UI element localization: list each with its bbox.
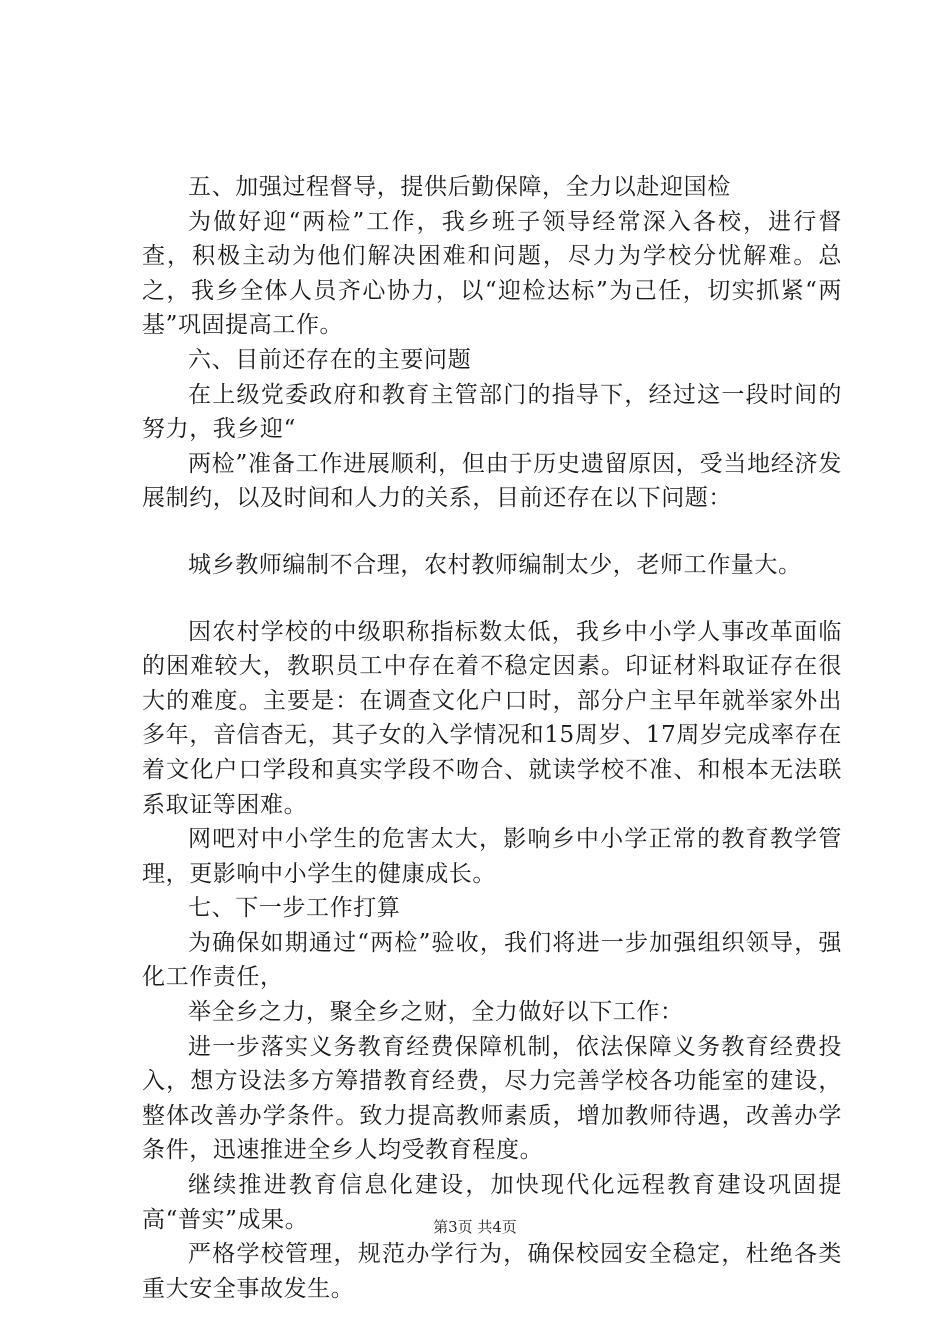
section-heading-7: 七、下一步工作打算 [188, 895, 401, 922]
paragraph: 进一步落实义务教育经费保障机制，依法保障义务教育经费投入，想方设法多方筹措教育经费，尽力完善学校各功能室的建设，整体改善办学条件。致力提高教师素质，增加教师待遇，改善办学条件，迅速推进全乡人均受教育程度。 [142, 1033, 842, 1164]
document-body [142, 170, 842, 1306]
paragraph: 在上级党委政府和教育主管部门的指导下，经过这一段时间的努力，我乡迎“ [142, 381, 842, 443]
paragraph: 为确保如期通过“两检”验收，我们将进一步加强组织领导，强化工作责任， [142, 929, 842, 991]
section-heading-6: 六、目前还存在的主要问题 [188, 346, 472, 373]
paragraph: 严格学校管理，规范办学行为，确保校园安全稳定，杜绝各类重大安全事故发生。 [142, 1241, 842, 1302]
paragraph: 为做好迎“两检”工作，我乡班子领导经常深入各校，进行督查，积极主动为他们解决困难和问题，尽力为学校分忧解难。总之，我乡全体人员齐心协力，以“迎检达标”为己任，切实抓紧“两基”巩固提高工作。 [142, 208, 842, 339]
paragraph: 举全乡之力，聚全乡之财，全力做好以下工作： [188, 999, 684, 1026]
paragraph: 继续推进教育信息化建设，加快现代化远程教育建设巩固提高“普实”成果。 [142, 1172, 842, 1233]
paragraph: 两检”准备工作进展顺利，但由于历史遗留原因，受当地经济发展制约，以及时间和人力的关系，目前还存在以下问题： [142, 450, 842, 512]
page-number-footer: 第3页 共4页 [433, 1218, 517, 1236]
section-heading-5: 五、加强过程督导，提供后勤保障，全力以赴迎国检 [188, 174, 731, 200]
paragraph: 城乡教师编制不合理，农村教师编制太少，老师工作量大。 [188, 551, 802, 578]
paragraph: 因农村学校的中级职称指标数太低，我乡中小学人事改革面临的困难较大，教职员工中存在着不稳定因素。印证材料取证存在很大的难度。主要是：在调查文化户口时，部分户主早年就举家外出多年，音信杳无，其子女的入学情况和15周岁、17周岁完成率存在着文化户口学段和真实学段不吻合、就读学校不准、和根本无法联系取证等困难。 [142, 618, 842, 818]
paragraph: 网吧对中小学生的危害太大，影响乡中小学正常的教育教学管理，更影响中小学生的健康成长。 [142, 826, 842, 887]
